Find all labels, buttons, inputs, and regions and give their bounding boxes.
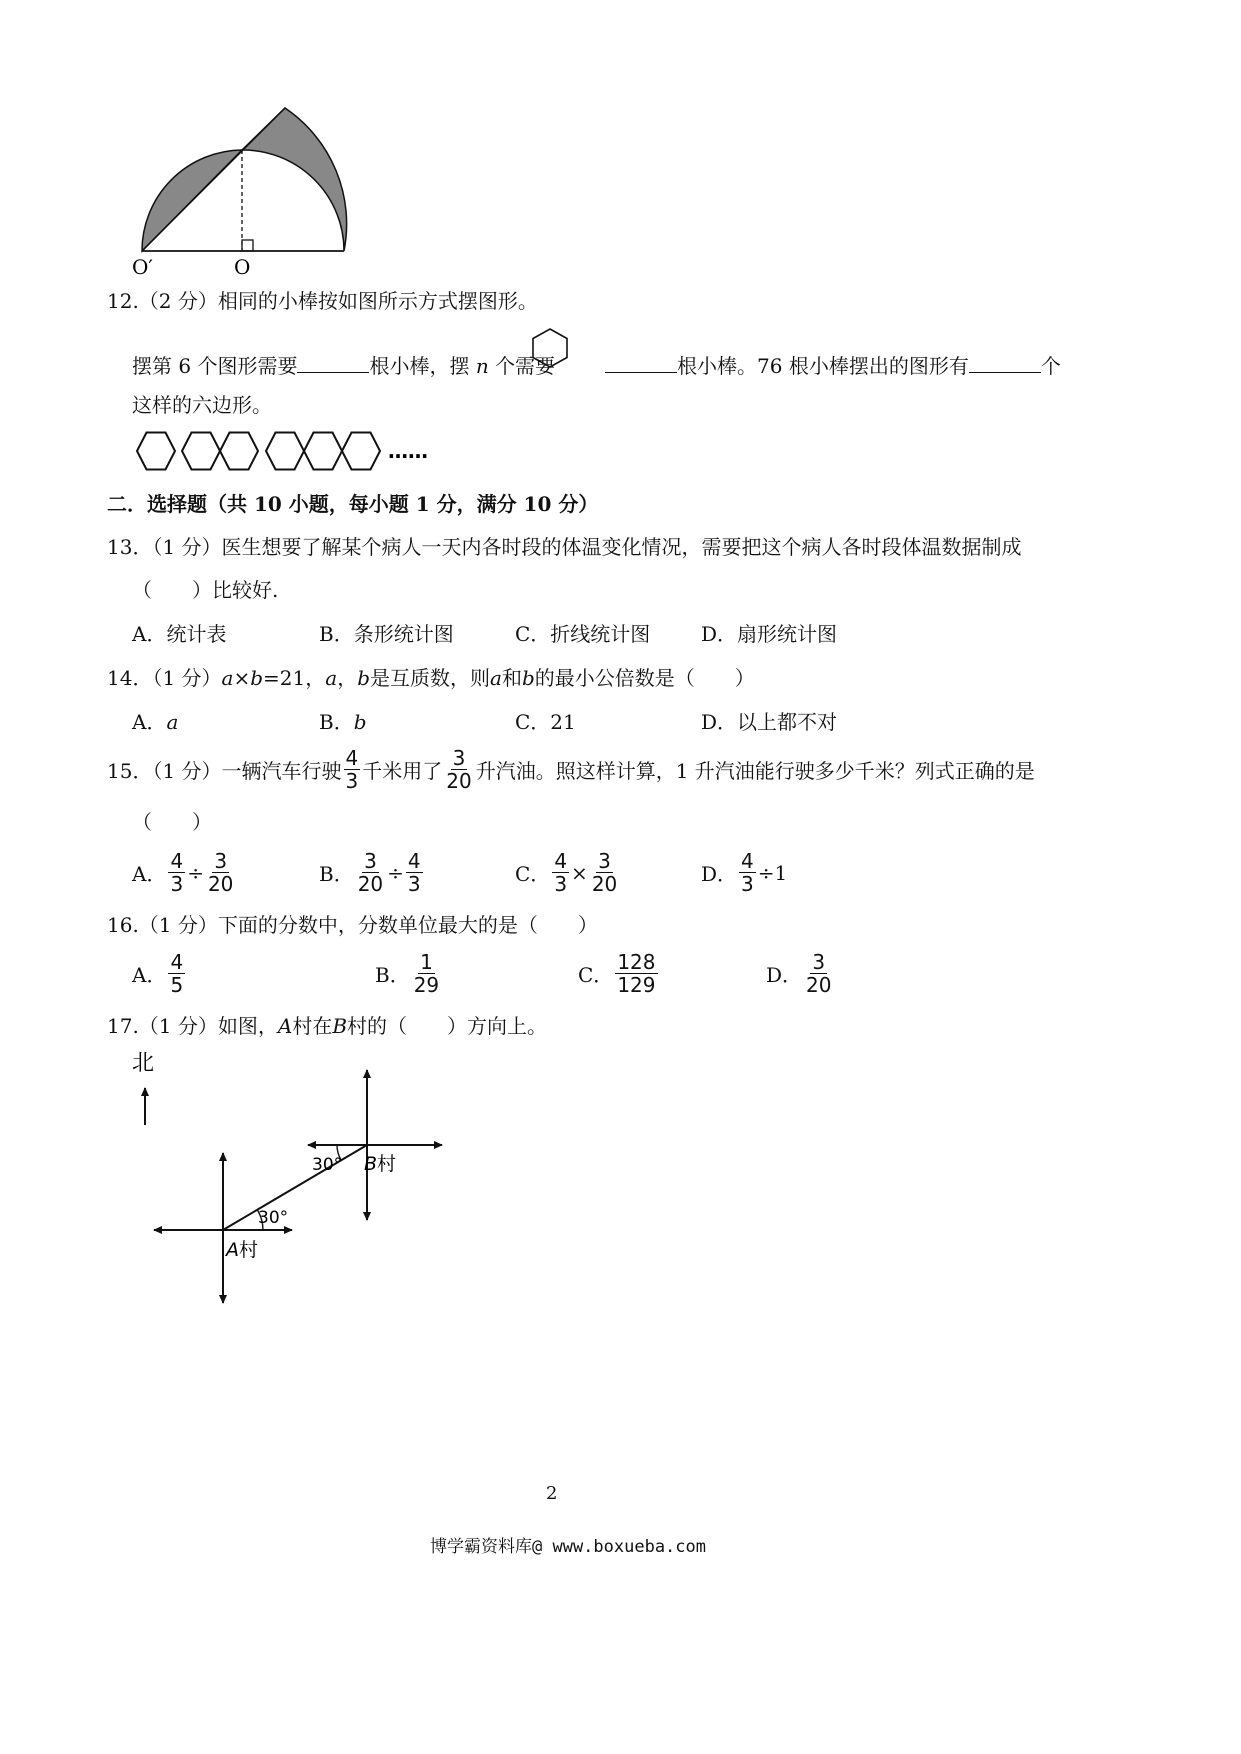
q13-option-d[interactable]: D．扇形统计图 [701, 622, 838, 646]
q14-var-b: b [250, 666, 264, 690]
q13-option-a[interactable]: A．统计表 [132, 622, 227, 646]
q14-mid: 是互质数，则 [370, 666, 491, 690]
page-number: 2 [546, 1483, 558, 1504]
q12-blank-2[interactable] [605, 352, 677, 373]
q13-line1: 13．（1 分）医生想要了解某个病人一天内各时段的体温变化情况，需要把这个病人各时段体温数据制成 [107, 535, 1022, 559]
q14-option-b[interactable] [319, 708, 367, 736]
village-a-label: A村 [226, 1239, 259, 1261]
q16-option-a[interactable] [132, 951, 187, 996]
q15-option-d-label: D． [701, 862, 738, 886]
q15-option-a-frac2: $\frac{3}{20}$ [207, 849, 234, 896]
direction-figure [120, 1040, 460, 1310]
q14-eq: =21， [263, 666, 326, 690]
q15-option-c-frac1: $\frac{4}{3}$ [554, 849, 568, 896]
q14-option-b-value: b [353, 710, 367, 734]
q12-text-e: 个 [1040, 354, 1061, 378]
q14-comma: ， [337, 666, 358, 690]
q14-option-c[interactable]: C．21 [515, 710, 576, 734]
footer-watermark: 博学霸资料库@ www.boxueba.com [430, 1537, 706, 1557]
q13-line2: （ ）比较好. [132, 578, 279, 602]
q12-blank-1[interactable] [297, 352, 369, 373]
q15-fraction-distance: $\frac{4}{3}$ [345, 746, 359, 793]
hexagon-icon [529, 327, 571, 369]
q14-var-a3: a [490, 666, 502, 690]
q15-option-a-frac1: $\frac{4}{3}$ [170, 849, 184, 896]
q17-question [107, 1012, 547, 1040]
q17-var-b: B [332, 1014, 348, 1038]
q14-var-a2: a [325, 666, 338, 690]
q13-option-b[interactable]: B．条形统计图 [319, 622, 454, 646]
q15-option-a-op: ÷ [187, 860, 204, 885]
q17-var-a: A [277, 1014, 293, 1038]
q16-option-d[interactable] [766, 951, 836, 996]
q16-option-a-label: A． [132, 963, 167, 987]
q12-var-n: n [475, 354, 489, 378]
q12-header: 12.（2 分）相同的小棒按如图所示方式摆图形。 [107, 289, 538, 313]
q12-text-d: 根小棒。76 根小棒摆出的图形有 [677, 354, 969, 378]
q15-paren: （ ） [132, 810, 212, 834]
q14-and: 和 [501, 666, 522, 690]
q15-option-b-label: B． [319, 862, 354, 886]
q15-option-b[interactable] [319, 850, 425, 895]
q15-option-b-frac2: $\frac{4}{3}$ [407, 849, 421, 896]
q15-option-b-frac1: $\frac{3}{20}$ [357, 849, 384, 896]
q16-option-c[interactable] [578, 951, 660, 996]
q12-text-b: 根小棒，摆 [369, 354, 470, 378]
q12-text-c: 个需要 [495, 354, 556, 378]
q14-var-b2: b [357, 666, 371, 690]
q13-option-c[interactable]: C．折线统计图 [515, 622, 651, 646]
q16-option-b[interactable] [375, 951, 443, 996]
q16-option-b-label: B． [375, 963, 410, 987]
q16-option-c-frac: $\frac{128}{129}$ [617, 950, 656, 997]
q15-option-a-label: A． [132, 862, 167, 886]
angle-label-a: 30° [258, 1208, 289, 1228]
q14-question [107, 664, 755, 692]
q14-option-a[interactable] [132, 708, 178, 736]
q15-option-a[interactable] [132, 850, 237, 895]
q15-option-c-label: C． [515, 862, 551, 886]
q15-mid: 千米用了 [362, 759, 443, 783]
semicircle-figure [120, 100, 400, 290]
q15-prefix: 15．（1 分）一辆汽车行驶 [107, 759, 342, 783]
q12-ellipsis: …… [388, 439, 428, 463]
q12-line1 [132, 352, 1061, 380]
q15-option-c-frac2: $\frac{3}{20}$ [591, 849, 618, 896]
q15-option-d-op: ÷1 [757, 860, 788, 885]
q12-text-a: 摆第 6 个图形需要 [132, 354, 298, 378]
angle-label-b: 30° [312, 1155, 343, 1175]
q14-prefix: 14．（1 分） [107, 666, 222, 690]
q12-line2: 这样的六边形。 [132, 393, 272, 417]
q15-option-b-op: ÷ [387, 860, 404, 885]
q16-option-d-label: D． [766, 963, 803, 987]
q17-prefix: 17.（1 分）如图， [107, 1014, 278, 1038]
q15-option-d[interactable] [701, 850, 787, 895]
q14-option-a-value: a [166, 710, 179, 734]
label-o: O [234, 255, 251, 279]
hexagon-sequence-figure [130, 428, 450, 474]
q14-var-a: a [221, 666, 234, 690]
q14-var-b3: b [521, 666, 535, 690]
q14-option-b-label: B． [319, 710, 354, 734]
q14-option-d[interactable]: D．以上都不对 [701, 710, 838, 734]
village-b-label: B村 [364, 1153, 397, 1175]
q17-suffix: 村的（ ）方向上。 [347, 1014, 548, 1038]
q15-option-c[interactable] [515, 850, 621, 895]
q15-question [107, 747, 1035, 792]
q14-times: × [233, 666, 251, 690]
q16-option-d-frac: $\frac{3}{20}$ [806, 950, 832, 997]
q14-option-a-label: A． [132, 710, 167, 734]
q12-blank-3[interactable] [969, 352, 1041, 373]
q17-mid: 村在 [292, 1014, 333, 1038]
q16-option-c-label: C． [578, 963, 614, 987]
q15-suffix: 升汽油。照这样计算，1 升汽油能行驶多少千米？列式正确的是 [475, 759, 1035, 783]
q15-option-c-op: × [571, 860, 588, 885]
q16-option-b-frac: $\frac{1}{29}$ [413, 950, 440, 997]
q14-suffix: 的最小公倍数是（ ） [534, 666, 755, 690]
q15-option-d-frac1: $\frac{4}{3}$ [741, 849, 754, 896]
section2-title: 二．选择题（共 10 小题，每小题 1 分，满分 10 分） [107, 492, 599, 516]
label-o-prime: O′ [132, 255, 153, 279]
q15-fraction-fuel: $\frac{3}{20}$ [446, 746, 472, 793]
north-label: 北 [132, 1051, 155, 1076]
q16-option-a-frac: $\frac{4}{5}$ [170, 950, 184, 997]
q16-header: 16.（1 分）下面的分数中，分数单位最大的是（ ） [107, 913, 598, 937]
